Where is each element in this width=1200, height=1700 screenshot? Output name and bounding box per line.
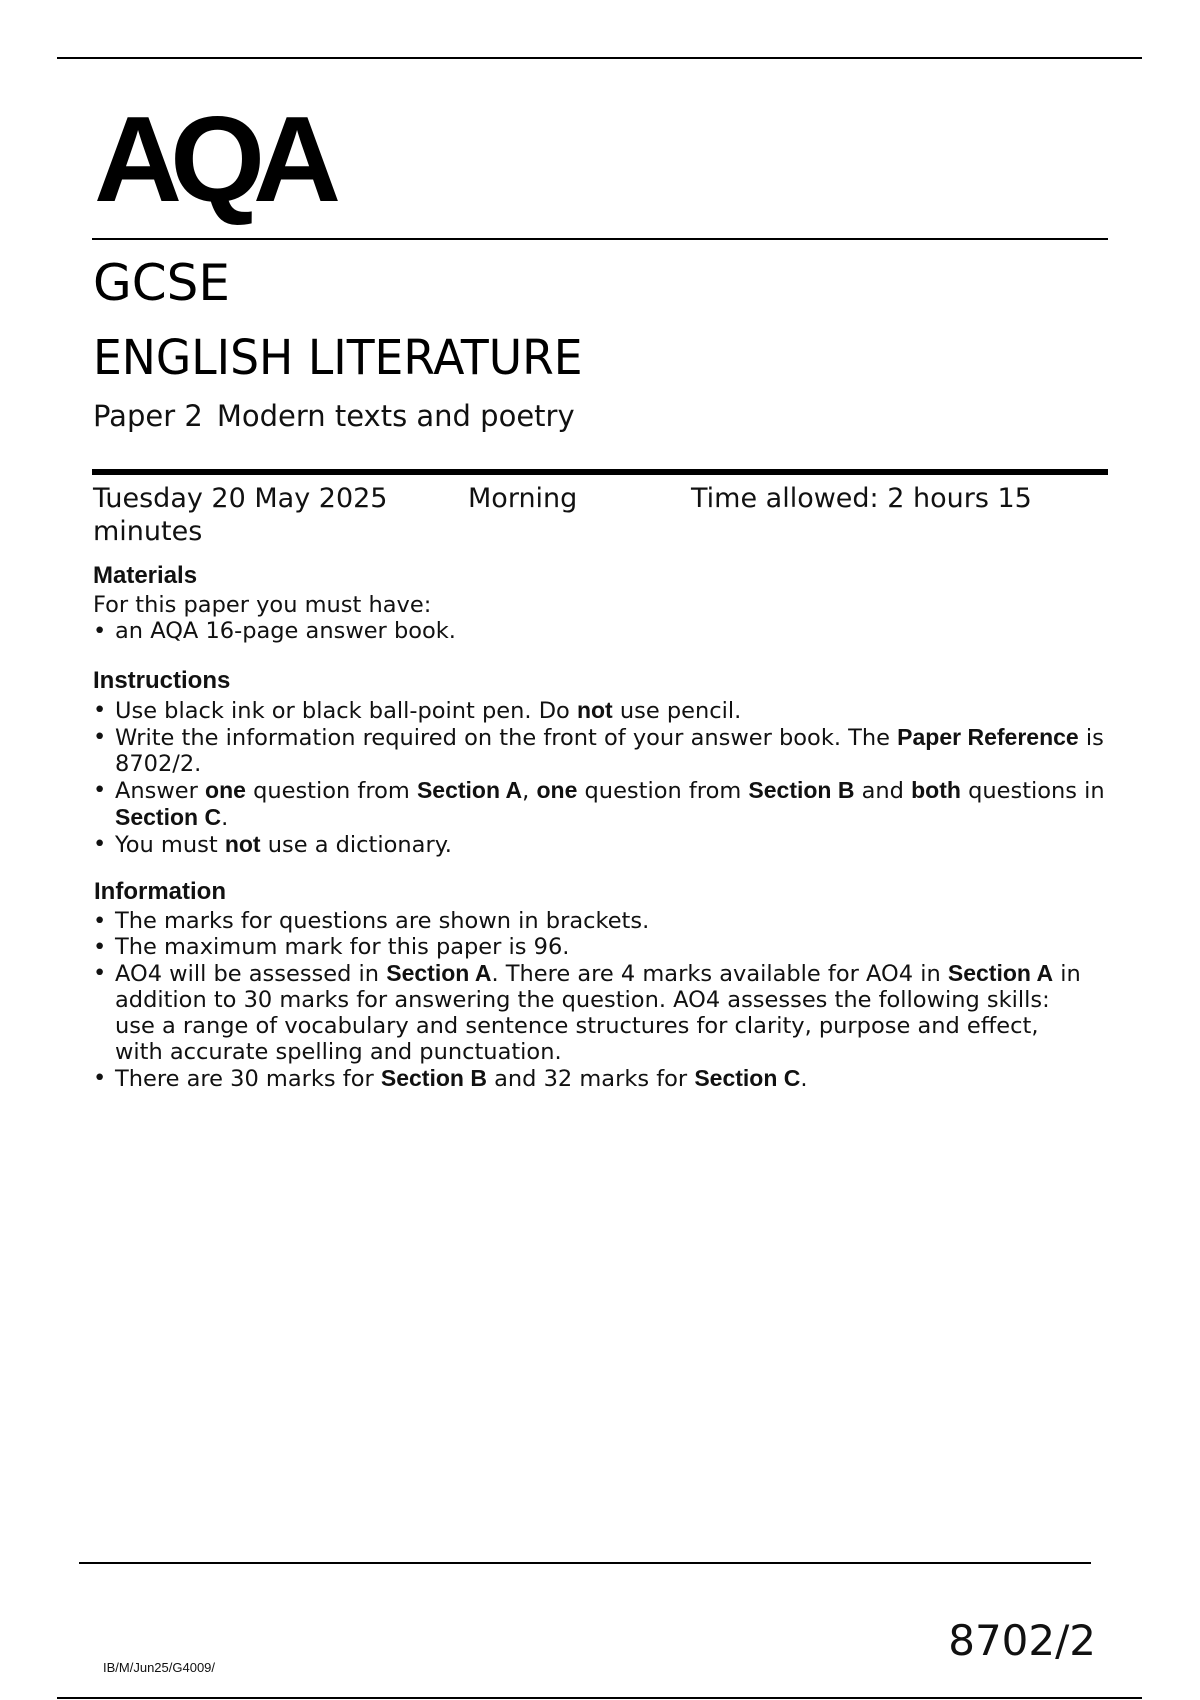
logo-rule <box>92 238 1108 240</box>
instruction-item <box>93 831 1113 858</box>
footer-rule <box>79 1562 1091 1564</box>
instruction-item <box>93 724 1113 777</box>
exam-date-line <box>93 482 1093 548</box>
text: The marks for questions are shown in brackets. <box>115 908 650 934</box>
text: in addition to 30 marks for answering the question. AO4 assesses the following skills: use a range of vocabulary and sentence structures for clarity, purpose and effect, with accurate spelling and punctuation. <box>115 961 1081 1065</box>
text: use pencil. <box>612 698 742 724</box>
information-heading: Information <box>94 878 226 905</box>
bold-text: Section A <box>386 960 492 986</box>
exam-session: Morning <box>468 483 578 514</box>
subject-title: ENGLISH LITERATURE <box>93 330 583 386</box>
information-item <box>93 1065 1093 1092</box>
text: Answer <box>115 778 206 804</box>
text: The maximum mark for this paper is 96. <box>115 934 570 960</box>
text: , <box>522 778 537 804</box>
text: AO4 will be assessed in <box>115 961 387 987</box>
information-list <box>93 908 1093 1092</box>
bold-text: not <box>576 697 613 723</box>
information-item <box>93 960 1093 1065</box>
aqa-logo: AQA <box>94 91 330 227</box>
bold-text: Paper Reference <box>897 724 1079 750</box>
materials-list <box>93 618 1113 644</box>
instructions-heading: Instructions <box>93 667 231 694</box>
text: questions in <box>960 778 1105 804</box>
materials-heading: Materials <box>93 562 198 589</box>
qualification-title: GCSE <box>93 254 230 312</box>
text: There are 30 marks for <box>115 1066 381 1092</box>
text: . <box>800 1066 808 1092</box>
instructions-list <box>93 697 1113 858</box>
bottom-rule <box>57 1697 1142 1699</box>
document-reference: IB/M/Jun25/G4009/ <box>103 1660 216 1675</box>
instructions-section <box>93 667 1113 858</box>
thick-rule <box>92 469 1108 475</box>
bold-text: one <box>536 777 578 803</box>
information-section <box>94 878 1114 1092</box>
paper-name: Modern texts and poetry <box>216 399 575 433</box>
bold-text: Section C <box>694 1065 801 1091</box>
materials-item: • an AQA 16-page answer book. <box>93 618 1113 644</box>
text: and <box>854 778 912 804</box>
text: question from <box>577 778 749 804</box>
text: . <box>221 805 229 831</box>
instruction-item <box>93 777 1113 831</box>
bold-text: both <box>911 777 961 803</box>
bold-text: Section A <box>947 960 1054 986</box>
text: use a dictionary. <box>260 832 452 858</box>
paper-title <box>93 399 575 433</box>
text: is 8702/2. <box>115 725 1104 777</box>
instruction-item <box>93 697 1113 724</box>
bold-text: Section C <box>115 804 222 830</box>
paper-number: Paper 2 <box>93 399 203 433</box>
text: Use black ink or black ball-point pen. Do <box>115 698 577 724</box>
text: Write the information required on the front of your answer book. The <box>115 725 898 751</box>
paper-code: 8702/2 <box>948 1616 1096 1665</box>
exam-date: Tuesday 20 May 2025 <box>93 483 388 514</box>
bold-text: Section A <box>416 777 523 803</box>
information-item <box>93 934 1093 960</box>
bold-text: not <box>224 831 261 857</box>
text: You must <box>115 832 225 858</box>
bold-text: one <box>205 777 246 803</box>
text: and 32 marks for <box>486 1066 695 1092</box>
bold-text: Section B <box>748 777 855 803</box>
text: . There are 4 marks available for AO4 in <box>491 961 948 987</box>
text: question from <box>245 778 417 804</box>
time-allowed: Time allowed: 2 hours 15 minutes <box>93 483 1032 547</box>
materials-intro: For this paper you must have: <box>93 592 432 618</box>
materials-section <box>93 562 1113 644</box>
top-rule <box>57 57 1142 59</box>
information-item <box>93 908 1093 934</box>
bold-text: Section B <box>380 1065 487 1091</box>
